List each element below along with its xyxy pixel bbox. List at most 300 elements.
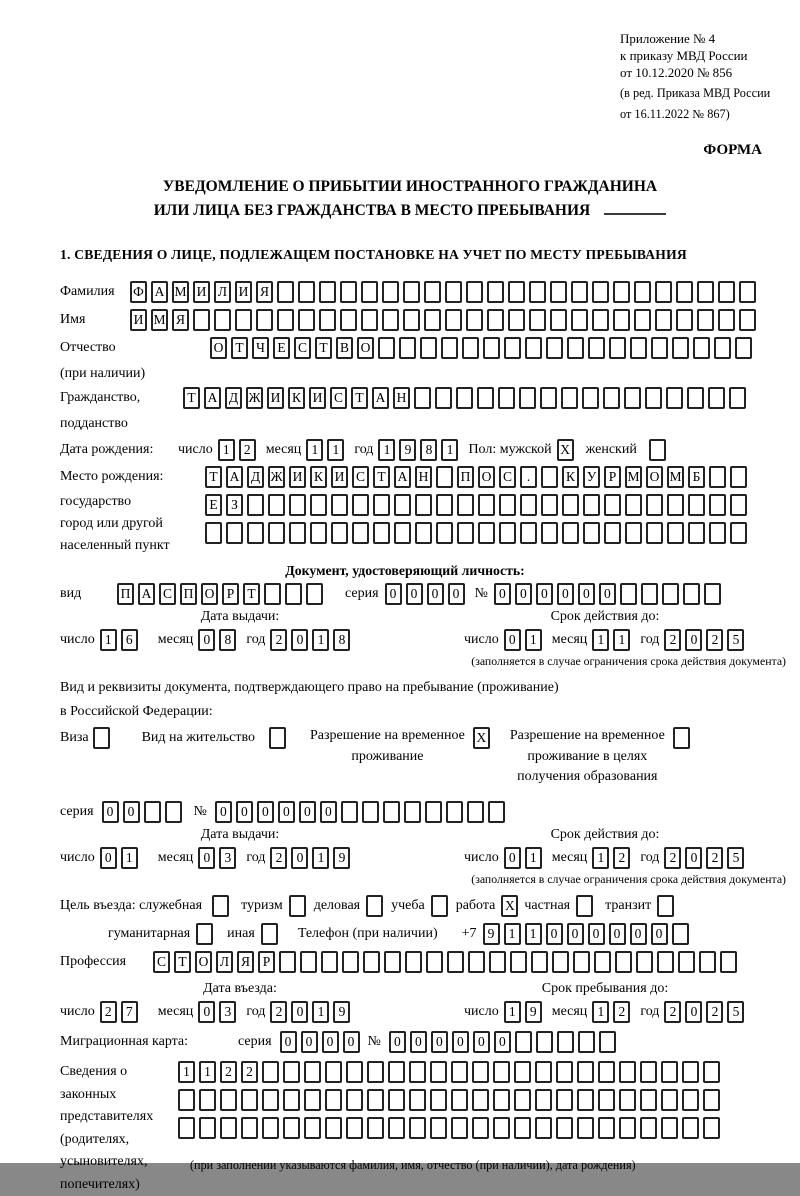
- char-cell[interactable]: [489, 951, 506, 973]
- char-cell[interactable]: [199, 1089, 216, 1111]
- char-cell[interactable]: [447, 951, 464, 973]
- char-cell[interactable]: [599, 1031, 616, 1053]
- char-cell[interactable]: 0: [473, 1031, 490, 1053]
- char-cell[interactable]: [493, 1117, 510, 1139]
- char-cell[interactable]: [604, 522, 621, 544]
- char-cell[interactable]: [718, 309, 735, 331]
- char-cell[interactable]: [739, 281, 756, 303]
- char-cell[interactable]: Р: [258, 951, 275, 973]
- char-cell[interactable]: [409, 1117, 426, 1139]
- char-cell[interactable]: [499, 494, 516, 516]
- char-cell[interactable]: 1: [592, 847, 609, 869]
- char-cell[interactable]: А: [204, 387, 221, 409]
- char-cell[interactable]: Ж: [268, 466, 285, 488]
- char-cell[interactable]: С: [330, 387, 347, 409]
- char-cell[interactable]: [687, 387, 704, 409]
- char-cell[interactable]: А: [394, 466, 411, 488]
- char-cell[interactable]: [441, 337, 458, 359]
- char-cell[interactable]: 0: [291, 1001, 308, 1023]
- char-cell[interactable]: [504, 337, 521, 359]
- char-cell[interactable]: [735, 337, 752, 359]
- char-cell[interactable]: [289, 522, 306, 544]
- char-cell[interactable]: М: [625, 466, 642, 488]
- char-cell[interactable]: Ч: [252, 337, 269, 359]
- char-cell[interactable]: А: [372, 387, 389, 409]
- char-cell[interactable]: [508, 309, 525, 331]
- char-cell[interactable]: 0: [236, 801, 253, 823]
- char-cell[interactable]: 8: [420, 439, 437, 461]
- char-cell[interactable]: Н: [415, 466, 432, 488]
- char-cell[interactable]: [289, 895, 306, 917]
- char-cell[interactable]: [304, 1117, 321, 1139]
- char-cell[interactable]: Е: [273, 337, 290, 359]
- char-cell[interactable]: 8: [333, 629, 350, 651]
- char-cell[interactable]: [546, 337, 563, 359]
- char-cell[interactable]: [649, 439, 666, 461]
- char-cell[interactable]: 0: [630, 923, 647, 945]
- char-cell[interactable]: [298, 281, 315, 303]
- char-cell[interactable]: 1: [525, 923, 542, 945]
- char-cell[interactable]: [436, 466, 453, 488]
- char-cell[interactable]: [739, 309, 756, 331]
- char-cell[interactable]: [483, 337, 500, 359]
- char-cell[interactable]: [451, 1089, 468, 1111]
- char-cell[interactable]: [366, 895, 383, 917]
- char-cell[interactable]: [699, 951, 716, 973]
- char-cell[interactable]: Я: [172, 309, 189, 331]
- char-cell[interactable]: [352, 494, 369, 516]
- char-cell[interactable]: [414, 387, 431, 409]
- char-cell[interactable]: [424, 309, 441, 331]
- char-cell[interactable]: 1: [504, 1001, 521, 1023]
- char-cell[interactable]: [488, 801, 505, 823]
- char-cell[interactable]: [662, 583, 679, 605]
- char-cell[interactable]: [446, 801, 463, 823]
- char-cell[interactable]: [325, 1117, 342, 1139]
- char-cell[interactable]: [515, 1031, 532, 1053]
- char-cell[interactable]: [640, 1117, 657, 1139]
- char-cell[interactable]: 0: [427, 583, 444, 605]
- char-cell[interactable]: [493, 1089, 510, 1111]
- char-cell[interactable]: П: [180, 583, 197, 605]
- char-cell[interactable]: [462, 337, 479, 359]
- char-cell[interactable]: Т: [231, 337, 248, 359]
- char-cell[interactable]: 0: [567, 923, 584, 945]
- char-cell[interactable]: [688, 494, 705, 516]
- char-cell[interactable]: [582, 387, 599, 409]
- char-cell[interactable]: [241, 1117, 258, 1139]
- char-cell[interactable]: [535, 1061, 552, 1083]
- char-cell[interactable]: [552, 951, 569, 973]
- char-cell[interactable]: [382, 309, 399, 331]
- char-cell[interactable]: [383, 801, 400, 823]
- char-cell[interactable]: [415, 494, 432, 516]
- char-cell[interactable]: 2: [220, 1061, 237, 1083]
- char-cell[interactable]: С: [294, 337, 311, 359]
- char-cell[interactable]: Р: [604, 466, 621, 488]
- char-cell[interactable]: 0: [546, 923, 563, 945]
- char-cell[interactable]: [536, 1031, 553, 1053]
- char-cell[interactable]: [277, 281, 294, 303]
- char-cell[interactable]: 0: [320, 801, 337, 823]
- char-cell[interactable]: 1: [178, 1061, 195, 1083]
- char-cell[interactable]: [620, 583, 637, 605]
- char-cell[interactable]: У: [583, 466, 600, 488]
- char-cell[interactable]: [673, 727, 690, 749]
- char-cell[interactable]: [487, 309, 504, 331]
- char-cell[interactable]: [403, 281, 420, 303]
- char-cell[interactable]: [573, 951, 590, 973]
- char-cell[interactable]: 6: [121, 629, 138, 651]
- char-cell[interactable]: 0: [431, 1031, 448, 1053]
- char-cell[interactable]: [720, 951, 737, 973]
- char-cell[interactable]: [567, 337, 584, 359]
- char-cell[interactable]: [730, 522, 747, 544]
- char-cell[interactable]: [341, 801, 358, 823]
- char-cell[interactable]: [520, 494, 537, 516]
- char-cell[interactable]: [298, 309, 315, 331]
- char-cell[interactable]: [578, 1031, 595, 1053]
- char-cell[interactable]: [382, 281, 399, 303]
- char-cell[interactable]: [661, 1117, 678, 1139]
- char-cell[interactable]: Т: [183, 387, 200, 409]
- char-cell[interactable]: [576, 895, 593, 917]
- char-cell[interactable]: 8: [219, 629, 236, 651]
- char-cell[interactable]: [220, 1117, 237, 1139]
- char-cell[interactable]: 7: [121, 1001, 138, 1023]
- char-cell[interactable]: Л: [216, 951, 233, 973]
- char-cell[interactable]: [630, 337, 647, 359]
- char-cell[interactable]: Е: [205, 494, 222, 516]
- char-cell[interactable]: И: [309, 387, 326, 409]
- char-cell[interactable]: [613, 281, 630, 303]
- char-cell[interactable]: 5: [727, 1001, 744, 1023]
- char-cell[interactable]: Р: [222, 583, 239, 605]
- char-cell[interactable]: П: [117, 583, 134, 605]
- char-cell[interactable]: [583, 522, 600, 544]
- char-cell[interactable]: 0: [198, 847, 215, 869]
- char-cell[interactable]: [514, 1117, 531, 1139]
- char-cell[interactable]: [430, 1061, 447, 1083]
- char-cell[interactable]: [388, 1061, 405, 1083]
- char-cell[interactable]: [634, 281, 651, 303]
- char-cell[interactable]: [703, 1061, 720, 1083]
- char-cell[interactable]: [268, 494, 285, 516]
- char-cell[interactable]: X: [501, 895, 518, 917]
- char-cell[interactable]: 0: [257, 801, 274, 823]
- char-cell[interactable]: 2: [241, 1061, 258, 1083]
- char-cell[interactable]: Т: [205, 466, 222, 488]
- char-cell[interactable]: [394, 522, 411, 544]
- char-cell[interactable]: [306, 583, 323, 605]
- char-cell[interactable]: А: [226, 466, 243, 488]
- char-cell[interactable]: [634, 309, 651, 331]
- char-cell[interactable]: [346, 1089, 363, 1111]
- char-cell[interactable]: [256, 309, 273, 331]
- char-cell[interactable]: [641, 583, 658, 605]
- char-cell[interactable]: [615, 951, 632, 973]
- char-cell[interactable]: [594, 951, 611, 973]
- char-cell[interactable]: [178, 1117, 195, 1139]
- char-cell[interactable]: 0: [578, 583, 595, 605]
- char-cell[interactable]: [472, 1117, 489, 1139]
- char-cell[interactable]: [331, 494, 348, 516]
- char-cell[interactable]: 1: [327, 439, 344, 461]
- char-cell[interactable]: И: [235, 281, 252, 303]
- char-cell[interactable]: [697, 309, 714, 331]
- char-cell[interactable]: [268, 522, 285, 544]
- char-cell[interactable]: А: [138, 583, 155, 605]
- char-cell[interactable]: [703, 1117, 720, 1139]
- char-cell[interactable]: [540, 387, 557, 409]
- char-cell[interactable]: [571, 309, 588, 331]
- char-cell[interactable]: [205, 522, 222, 544]
- char-cell[interactable]: [261, 923, 278, 945]
- char-cell[interactable]: [520, 522, 537, 544]
- char-cell[interactable]: О: [478, 466, 495, 488]
- char-cell[interactable]: [676, 281, 693, 303]
- char-cell[interactable]: [477, 387, 494, 409]
- char-cell[interactable]: [714, 337, 731, 359]
- char-cell[interactable]: [264, 583, 281, 605]
- char-cell[interactable]: И: [130, 309, 147, 331]
- char-cell[interactable]: [262, 1061, 279, 1083]
- char-cell[interactable]: 1: [312, 629, 329, 651]
- char-cell[interactable]: 2: [706, 1001, 723, 1023]
- char-cell[interactable]: [279, 951, 296, 973]
- char-cell[interactable]: [445, 281, 462, 303]
- char-cell[interactable]: [247, 494, 264, 516]
- char-cell[interactable]: [165, 801, 182, 823]
- char-cell[interactable]: [709, 522, 726, 544]
- char-cell[interactable]: [682, 1061, 699, 1083]
- char-cell[interactable]: [384, 951, 401, 973]
- char-cell[interactable]: Ф: [130, 281, 147, 303]
- char-cell[interactable]: [619, 1117, 636, 1139]
- char-cell[interactable]: 1: [592, 1001, 609, 1023]
- char-cell[interactable]: 0: [494, 1031, 511, 1053]
- char-cell[interactable]: 0: [389, 1031, 406, 1053]
- char-cell[interactable]: [478, 522, 495, 544]
- char-cell[interactable]: М: [667, 466, 684, 488]
- char-cell[interactable]: [196, 923, 213, 945]
- char-cell[interactable]: Т: [373, 466, 390, 488]
- char-cell[interactable]: [556, 1061, 573, 1083]
- char-cell[interactable]: 0: [494, 583, 511, 605]
- char-cell[interactable]: 0: [102, 801, 119, 823]
- char-cell[interactable]: [373, 522, 390, 544]
- char-cell[interactable]: [556, 1117, 573, 1139]
- char-cell[interactable]: 0: [291, 629, 308, 651]
- char-cell[interactable]: [405, 951, 422, 973]
- char-cell[interactable]: [445, 309, 462, 331]
- char-cell[interactable]: [493, 1061, 510, 1083]
- char-cell[interactable]: 0: [410, 1031, 427, 1053]
- char-cell[interactable]: [431, 895, 448, 917]
- char-cell[interactable]: [436, 522, 453, 544]
- char-cell[interactable]: [666, 387, 683, 409]
- char-cell[interactable]: [709, 466, 726, 488]
- char-cell[interactable]: С: [499, 466, 516, 488]
- char-cell[interactable]: 1: [613, 629, 630, 651]
- char-cell[interactable]: [340, 309, 357, 331]
- char-cell[interactable]: X: [557, 439, 574, 461]
- char-cell[interactable]: 0: [100, 847, 117, 869]
- char-cell[interactable]: [226, 522, 243, 544]
- char-cell[interactable]: М: [151, 309, 168, 331]
- char-cell[interactable]: И: [267, 387, 284, 409]
- char-cell[interactable]: [361, 281, 378, 303]
- char-cell[interactable]: [519, 387, 536, 409]
- char-cell[interactable]: [672, 923, 689, 945]
- char-cell[interactable]: [598, 1061, 615, 1083]
- char-cell[interactable]: [703, 1089, 720, 1111]
- char-cell[interactable]: [598, 1089, 615, 1111]
- char-cell[interactable]: 3: [219, 1001, 236, 1023]
- char-cell[interactable]: И: [331, 466, 348, 488]
- char-cell[interactable]: [577, 1089, 594, 1111]
- char-cell[interactable]: [426, 951, 443, 973]
- char-cell[interactable]: [588, 337, 605, 359]
- char-cell[interactable]: [220, 1089, 237, 1111]
- char-cell[interactable]: О: [195, 951, 212, 973]
- char-cell[interactable]: М: [172, 281, 189, 303]
- char-cell[interactable]: [241, 1089, 258, 1111]
- char-cell[interactable]: [346, 1117, 363, 1139]
- char-cell[interactable]: С: [352, 466, 369, 488]
- char-cell[interactable]: [672, 337, 689, 359]
- char-cell[interactable]: Т: [351, 387, 368, 409]
- char-cell[interactable]: [420, 337, 437, 359]
- char-cell[interactable]: [144, 801, 161, 823]
- char-cell[interactable]: [285, 583, 302, 605]
- char-cell[interactable]: 2: [270, 847, 287, 869]
- char-cell[interactable]: [325, 1061, 342, 1083]
- char-cell[interactable]: [451, 1061, 468, 1083]
- char-cell[interactable]: 0: [599, 583, 616, 605]
- char-cell[interactable]: 2: [706, 629, 723, 651]
- char-cell[interactable]: [592, 281, 609, 303]
- char-cell[interactable]: Д: [247, 466, 264, 488]
- char-cell[interactable]: [430, 1089, 447, 1111]
- char-cell[interactable]: [704, 583, 721, 605]
- char-cell[interactable]: А: [151, 281, 168, 303]
- char-cell[interactable]: [367, 1061, 384, 1083]
- char-cell[interactable]: [468, 951, 485, 973]
- char-cell[interactable]: [178, 1089, 195, 1111]
- char-cell[interactable]: [625, 494, 642, 516]
- char-cell[interactable]: 0: [588, 923, 605, 945]
- char-cell[interactable]: [361, 309, 378, 331]
- char-cell[interactable]: [342, 951, 359, 973]
- char-cell[interactable]: [730, 494, 747, 516]
- char-cell[interactable]: [619, 1061, 636, 1083]
- char-cell[interactable]: [550, 309, 567, 331]
- char-cell[interactable]: [619, 1089, 636, 1111]
- char-cell[interactable]: [683, 583, 700, 605]
- char-cell[interactable]: [214, 309, 231, 331]
- char-cell[interactable]: [403, 309, 420, 331]
- char-cell[interactable]: [535, 1089, 552, 1111]
- char-cell[interactable]: [283, 1089, 300, 1111]
- char-cell[interactable]: 0: [123, 801, 140, 823]
- char-cell[interactable]: [340, 281, 357, 303]
- char-cell[interactable]: Я: [256, 281, 273, 303]
- char-cell[interactable]: [678, 951, 695, 973]
- char-cell[interactable]: [697, 281, 714, 303]
- char-cell[interactable]: 5: [727, 847, 744, 869]
- char-cell[interactable]: 9: [333, 847, 350, 869]
- char-cell[interactable]: 0: [291, 847, 308, 869]
- char-cell[interactable]: [388, 1089, 405, 1111]
- char-cell[interactable]: [525, 337, 542, 359]
- char-cell[interactable]: [367, 1089, 384, 1111]
- char-cell[interactable]: [645, 387, 662, 409]
- char-cell[interactable]: [346, 1061, 363, 1083]
- char-cell[interactable]: [472, 1089, 489, 1111]
- char-cell[interactable]: 0: [504, 629, 521, 651]
- char-cell[interactable]: [682, 1117, 699, 1139]
- char-cell[interactable]: [718, 281, 735, 303]
- char-cell[interactable]: 0: [278, 801, 295, 823]
- char-cell[interactable]: 2: [664, 847, 681, 869]
- char-cell[interactable]: [283, 1117, 300, 1139]
- char-cell[interactable]: [300, 951, 317, 973]
- char-cell[interactable]: И: [193, 281, 210, 303]
- char-cell[interactable]: 9: [525, 1001, 542, 1023]
- char-cell[interactable]: [514, 1061, 531, 1083]
- char-cell[interactable]: 1: [592, 629, 609, 651]
- char-cell[interactable]: 9: [483, 923, 500, 945]
- char-cell[interactable]: К: [288, 387, 305, 409]
- char-cell[interactable]: 0: [685, 847, 702, 869]
- char-cell[interactable]: К: [562, 466, 579, 488]
- char-cell[interactable]: [667, 494, 684, 516]
- char-cell[interactable]: 0: [299, 801, 316, 823]
- char-cell[interactable]: 0: [685, 1001, 702, 1023]
- char-cell[interactable]: [624, 387, 641, 409]
- char-cell[interactable]: [362, 801, 379, 823]
- char-cell[interactable]: [682, 1089, 699, 1111]
- char-cell[interactable]: Т: [174, 951, 191, 973]
- char-cell[interactable]: Д: [225, 387, 242, 409]
- char-cell[interactable]: 2: [613, 847, 630, 869]
- char-cell[interactable]: [409, 1089, 426, 1111]
- char-cell[interactable]: 3: [219, 847, 236, 869]
- char-cell[interactable]: [378, 337, 395, 359]
- char-cell[interactable]: Н: [393, 387, 410, 409]
- char-cell[interactable]: [212, 895, 229, 917]
- char-cell[interactable]: 0: [322, 1031, 339, 1053]
- char-cell[interactable]: [193, 309, 210, 331]
- char-cell[interactable]: 1: [199, 1061, 216, 1083]
- char-cell[interactable]: [708, 387, 725, 409]
- char-cell[interactable]: Т: [315, 337, 332, 359]
- char-cell[interactable]: [661, 1089, 678, 1111]
- char-cell[interactable]: 0: [504, 847, 521, 869]
- char-cell[interactable]: 1: [100, 629, 117, 651]
- char-cell[interactable]: Б: [688, 466, 705, 488]
- char-cell[interactable]: [289, 494, 306, 516]
- char-cell[interactable]: 9: [333, 1001, 350, 1023]
- char-cell[interactable]: [651, 337, 668, 359]
- char-cell[interactable]: [404, 801, 421, 823]
- char-cell[interactable]: [577, 1061, 594, 1083]
- char-cell[interactable]: [557, 1031, 574, 1053]
- char-cell[interactable]: [562, 522, 579, 544]
- char-cell[interactable]: [436, 494, 453, 516]
- char-cell[interactable]: 0: [280, 1031, 297, 1053]
